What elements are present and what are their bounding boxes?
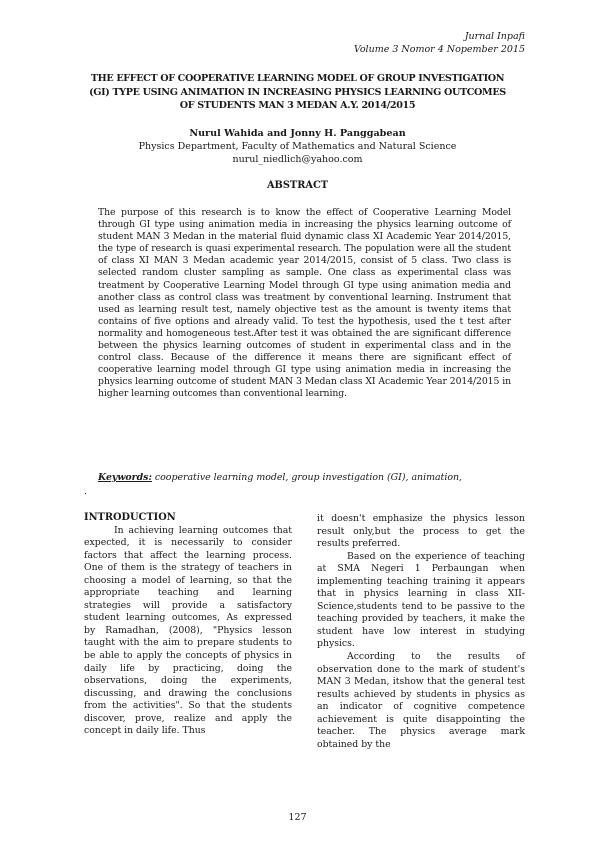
trailing-dot: . [84, 486, 87, 497]
paper-title [75, 72, 520, 113]
keywords-text: cooperative learning model, group investigation (GI), animation, [151, 472, 462, 483]
introduction-heading: INTRODUCTION [84, 512, 176, 523]
journal-header [354, 30, 525, 56]
authors: Nurul Wahida and Jonny H. Panggabean [189, 128, 406, 139]
abstract-body: The purpose of this research is to know the effect of Cooperative Learning Model through GI type using animation media in increasing the physics learning outcome of student MAN 3 Medan in the material fluid dynamic class XI Academic Year 2014/2015, the type of research is quasi experimental research. The population were all the student of class XI MAN 3 Medan academic year 2014/2015, consist of 5 class. Two class is selected random cluster sampling as sample. One class as experimental class was treatment by Cooperative Learning Model through GI type using animation media and another class as control class was treatment by conventional learning. Instrument that used as learning result test, namely objective test as the amount is twenty items that contains of five options and already valid. To test the hypothesis, used the t test after normality and homogeneous test.After test it was obtained the are significant difference between the physics learning outcomes of student in experimental class and in the control class. Because of the difference it means there are significant effect of cooperative learning model through GI type using animation media in increasing the physics learning outcome of student MAN 3 Medan class XI Academic Year 2014/2015 in higher learning outcomes than conventional learning. [98, 207, 511, 400]
right-column [317, 513, 525, 751]
keywords [98, 472, 518, 484]
abstract-heading: ABSTRACT [266, 180, 329, 191]
title-line: OF STUDENTS MAN 3 MEDAN A.Y. 2014/2015 [179, 100, 416, 111]
affiliation: Physics Department, Faculty of Mathematics and Natural Science [138, 141, 457, 152]
intro-paragraph-continuation: it doesn't emphasize the physics lesson result only,but the process to get the results preferred. [317, 513, 525, 550]
page-number: 127 [288, 812, 307, 823]
title-line: THE EFFECT OF COOPERATIVE LEARNING MODEL OF GROUP INVESTIGATION [90, 73, 505, 84]
journal-volume: Volume 3 Nomor 4 Nopember 2015 [353, 44, 525, 55]
intro-paragraph: According to the results of observation done to the mark of student's MAN 3 Medan, itshow that the general test results achieved by students in physics as an indicator of cognitive competence achievement is quite disappointing the teacher. The physics average mark obtained by the [317, 651, 525, 750]
intro-paragraph: In achieving learning outcomes that expected, it is necessarily to consider factors that affect the learning process. One of them is the strategy of teachers in choosing a model of learning, so that the appropriate teaching and learning strategies will provide a satisfactory student learning outcomes, As expressed by Ramadhan, (2008), "Physics lesson taught with the aim to prepare students to be able to apply the concepts of physics in daily life by practicing, doing the observations, doing the experiments, discussing, and drawing the conclusions from the activities". So that the students discover, prove, realize and apply the concept in daily life. Thus [84, 524, 292, 737]
title-line: (GI) TYPE USING ANIMATION IN INCREASING PHYSICS LEARNING OUTCOMES [89, 86, 506, 98]
journal-name: Jurnal Inpafi [464, 31, 525, 42]
intro-paragraph: Based on the experience of teaching at SMA Negeri 1 Perbaungan when implementing teaching training it appears that in physics learning in class XII-Science,students tend to be passive to the teaching provided by teachers, it make the student have low interest in studying physics. [317, 550, 525, 650]
keywords-label: Keywords: [98, 472, 152, 483]
author-email: nurul_niedlich@yahoo.com [232, 154, 363, 165]
left-column [84, 512, 292, 738]
